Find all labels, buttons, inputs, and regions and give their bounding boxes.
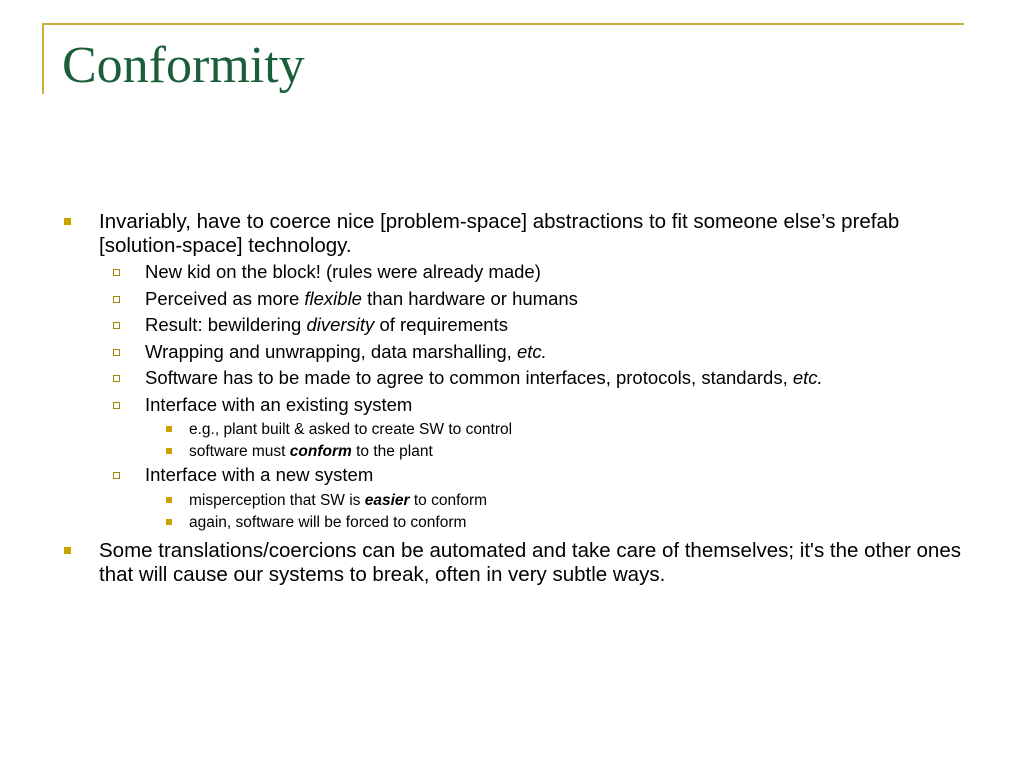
square-bullet-icon (64, 547, 71, 554)
bullet-text-before: Perceived as more (145, 287, 305, 309)
bullet-text-after: than hardware or humans (361, 287, 578, 309)
hollow-square-bullet-icon (113, 402, 120, 409)
hollow-square-bullet-icon (113, 296, 120, 303)
subbullet-result-diversity (62, 314, 962, 336)
bullet-text-before: Result: bewildering (145, 314, 307, 335)
bullet-translations (62, 539, 962, 587)
hollow-square-bullet-icon (113, 322, 120, 329)
hollow-square-bullet-icon (113, 472, 120, 479)
subbullet-new-system (62, 464, 962, 486)
hollow-square-bullet-icon (113, 349, 120, 356)
title-left-rule (42, 23, 44, 94)
square-bullet-icon (166, 519, 172, 525)
subsubbullet-misperception (62, 491, 962, 510)
square-bullet-icon (64, 218, 71, 225)
hollow-square-bullet-icon (113, 269, 120, 276)
subbullet-wrapping (62, 341, 962, 363)
bullet-text-after: to the plant (351, 443, 433, 460)
bullet-text: e.g., plant built & asked to create SW to control (189, 421, 513, 438)
square-bullet-icon (166, 426, 172, 432)
bullet-coerce-abstractions (62, 210, 962, 258)
bullet-text: Interface with an existing system (145, 393, 413, 415)
bullet-text: New kid on the block! (rules were already made) (145, 261, 541, 282)
subsubbullet-must-conform (62, 442, 962, 461)
subbullet-new-kid (62, 261, 962, 283)
bullet-text: again, software will be forced to conform (189, 513, 467, 531)
emphasis-flexible: flexible (304, 287, 362, 309)
square-bullet-icon (166, 497, 172, 503)
hollow-square-bullet-icon (113, 375, 120, 382)
emphasis-etc: etc. (516, 340, 547, 362)
emphasis-diversity: diversity (306, 314, 375, 335)
subbullet-existing-system (62, 394, 962, 416)
emphasis-easier: easier (364, 491, 410, 509)
bullet-text: Some translations/coercions can be automated and take care of themselves; it's the other ones that will cause our systems to break, often in very subtle ways. (99, 538, 961, 586)
bullet-text-before: Wrapping and unwrapping, data marshalling, (145, 340, 517, 362)
subsubbullet-plant-built (62, 420, 962, 439)
subbullet-software-agree (62, 367, 962, 389)
bullet-text-after: to conform (409, 491, 488, 509)
slide-title: Conformity (62, 37, 305, 94)
bullet-text: Interface with a new system (145, 464, 374, 485)
bullet-text-before: misperception that SW is (189, 491, 365, 509)
slide-body (62, 210, 962, 590)
bullet-text: Invariably, have to coerce nice [problem-space] abstractions to fit someone else’s prefab [solution-space] technology. (99, 210, 900, 257)
emphasis-etc: etc. (792, 367, 823, 388)
bullet-text-before: Software has to be made to agree to common interfaces, protocols, standards, (145, 367, 793, 388)
subsubbullet-forced-conform (62, 513, 962, 532)
emphasis-conform: conform (289, 443, 352, 460)
subbullet-perceived-flexible (62, 288, 962, 310)
title-top-rule (42, 23, 964, 25)
square-bullet-icon (166, 448, 172, 454)
bullet-text-before: software must (189, 443, 290, 460)
bullet-text-after: of requirements (374, 314, 508, 335)
